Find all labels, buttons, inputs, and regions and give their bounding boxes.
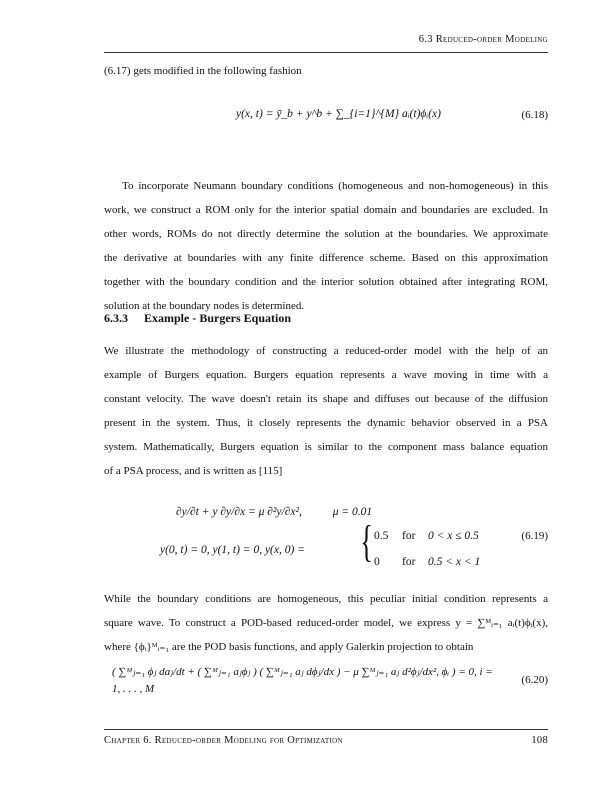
case-condition: 0.5 < x < 1 [428, 556, 481, 568]
text-line: other words, ROMs do not directly determine the solution at the boundaries. We approximate [104, 228, 548, 240]
paragraph-neumann [104, 174, 548, 318]
text-line: of a PSA process, and is written as [115] [104, 465, 283, 477]
case-value: 0.5 [374, 530, 389, 542]
text-line: where {ϕᵢ}ᴹᵢ₌₁ are the POD basis functions, and apply Galerkin projection to obtain [104, 641, 474, 653]
section-number: 6.3.3 [104, 311, 128, 325]
equation-6-18: y(x, t) = ȳ_b + y^b + ∑_{i=1}^{M} aᵢ(t)ϕᵢ(x) [236, 108, 441, 120]
footer-chapter: Chapter 6. Reduced-order Modeling for Optimization [104, 735, 343, 746]
text-line: work, we construct a ROM only for the interior spatial domain and boundaries are excluded. In [104, 204, 548, 216]
case-1 [374, 530, 479, 542]
page-footer [104, 735, 548, 746]
text-line: To incorporate Neumann boundary conditions (homogeneous and non-homogeneous) in this [122, 180, 548, 192]
case-for: for [402, 556, 416, 568]
running-header: 6.3 Reduced-order Modeling [418, 34, 548, 45]
equation-6-19-bc: y(0, t) = 0, y(1, t) = 0, y(x, 0) = [160, 544, 305, 556]
paragraph-burgers [104, 339, 548, 483]
text-line: We illustrate the methodology of constructing a reduced-order model with the help of an [104, 345, 548, 357]
left-brace-icon: { [360, 517, 373, 566]
text-line: example of Burgers equation. Burgers equation represents a wave moving in time with a [104, 369, 548, 381]
eq-pde: ∂y/∂t + y ∂y/∂x = μ ∂²y/∂x², [176, 506, 302, 518]
text-line: (6.17) gets modified in the following fashion [104, 65, 302, 77]
text-line: constant velocity. The wave doesn't retain its shape and diffuses out because of the diffusion [104, 393, 548, 405]
eq-mu: μ = 0.01 [332, 506, 373, 518]
case-condition: 0 < x ≤ 0.5 [428, 530, 479, 542]
text-line: system. Mathematically, Burgers equation is similar to the component mass balance equation [104, 441, 548, 453]
footer-rule [104, 729, 548, 730]
section-title: Example - Burgers Equation [144, 311, 292, 325]
equation-6-20: ( ∑ᴹⱼ₌₁ ϕⱼ daⱼ/dt + ( ∑ᴹⱼ₌₁ aⱼϕⱼ ) ( ∑ᴹⱼ₌₁ aⱼ dϕⱼ/dx ) − μ ∑ᴹⱼ₌₁ aⱼ d²ϕⱼ/dx², ϕᵢ ) = 0, i = 1, . . . , M [112, 666, 493, 695]
case-value: 0 [374, 556, 380, 568]
section-heading [104, 311, 291, 326]
equation-number: (6.20) [521, 674, 548, 686]
equation-6-19-pde [176, 506, 372, 518]
text-line: square wave. To construct a POD-based reduced-order model, we express y = ∑ᴹᵢ₌₁ aᵢ(t)ϕᵢ(x), [104, 617, 548, 629]
text-line: together with the boundary condition and the interior solution obtained after integrating ROM, [104, 276, 548, 288]
text-line: the derivative at boundaries with any finite difference scheme. Based on this approximation [104, 252, 548, 264]
text-line: While the boundary conditions are homogeneous, this peculiar initial condition represents a [104, 593, 548, 605]
equation-number: (6.18) [521, 109, 548, 121]
case-for: for [402, 530, 416, 542]
page-number: 108 [531, 735, 548, 746]
intro-line [104, 59, 548, 83]
equation-number: (6.19) [521, 530, 548, 542]
paragraph-pod [104, 587, 548, 659]
text-line: solution at the boundary nodes is determined. [104, 300, 305, 312]
case-2 [374, 556, 480, 568]
text-line: present in the system. Thus, it closely represents the dynamic behavior observed in a PSA [104, 417, 548, 429]
header-rule [104, 52, 548, 53]
